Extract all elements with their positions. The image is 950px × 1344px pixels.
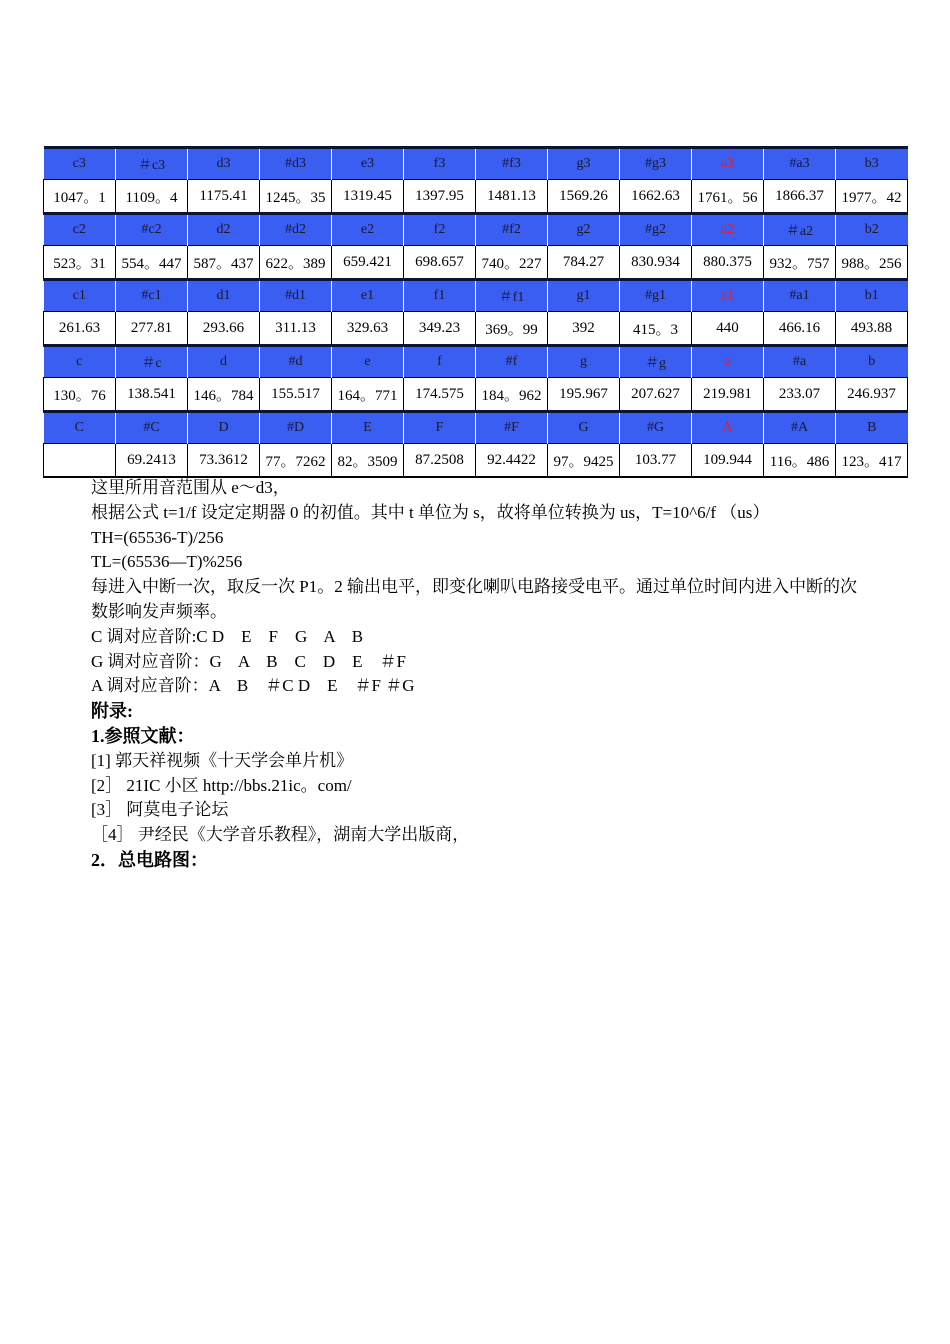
- note-name-cell: a3: [692, 148, 764, 180]
- note-name-cell: f3: [404, 148, 476, 180]
- note-name-cell: b1: [836, 280, 908, 312]
- note-name-cell: c1: [44, 280, 116, 312]
- frequency-cell: 1245。35: [260, 180, 332, 214]
- frequency-cell: 587。437: [188, 246, 260, 280]
- note-name-cell: f1: [404, 280, 476, 312]
- frequency-cell: 784.27: [548, 246, 620, 280]
- frequency-cell: 138.541: [116, 378, 188, 412]
- note-name-cell: #g3: [620, 148, 692, 180]
- note-name-cell: c3: [44, 148, 116, 180]
- note-name-cell: #a: [764, 346, 836, 378]
- a-scale-text: A 调对应音阶：A B ＃C D E ＃F ＃G: [91, 676, 415, 696]
- frequency-cell: 1977。42: [836, 180, 908, 214]
- note-name-row: [44, 214, 908, 246]
- frequency-cell: 554。447: [116, 246, 188, 280]
- frequency-cell: 830.934: [620, 246, 692, 280]
- frequency-cell: 440: [692, 312, 764, 346]
- frequency-cell: 109.944: [692, 444, 764, 478]
- frequency-cell: 1047。1: [44, 180, 116, 214]
- frequency-cell: 293.66: [188, 312, 260, 346]
- note-name-cell: #G: [620, 412, 692, 444]
- note-name-row: [44, 412, 908, 444]
- frequency-cell: 392: [548, 312, 620, 346]
- note-name-cell: g2: [548, 214, 620, 246]
- frequency-cell: 277.81: [116, 312, 188, 346]
- note-name-cell: f2: [404, 214, 476, 246]
- frequency-row: [44, 378, 908, 412]
- frequency-cell: 349.23: [404, 312, 476, 346]
- frequency-cell: 69.2413: [116, 444, 188, 478]
- tl-formula: TL=(65536—T)%256: [91, 552, 243, 572]
- frequency-cell: 329.63: [332, 312, 404, 346]
- note-name-cell: g1: [548, 280, 620, 312]
- frequency-cell: 87.2508: [404, 444, 476, 478]
- note-name-cell: #g1: [620, 280, 692, 312]
- note-name-row: [44, 148, 908, 180]
- note-name-cell: ＃a2: [764, 214, 836, 246]
- frequency-cell: 82。3509: [332, 444, 404, 478]
- note-name-cell: c2: [44, 214, 116, 246]
- note-name-cell: B: [836, 412, 908, 444]
- frequency-cell: 415。3: [620, 312, 692, 346]
- note-name-cell: #d1: [260, 280, 332, 312]
- note-name-cell: a2: [692, 214, 764, 246]
- range-text: 这里所用音范围从 e～d3，: [91, 478, 290, 497]
- frequency-cell: 261.63: [44, 312, 116, 346]
- note-name-cell: #F: [476, 412, 548, 444]
- note-name-cell: ＃g: [620, 346, 692, 378]
- note-name-cell: #g2: [620, 214, 692, 246]
- note-frequency-table: [43, 146, 908, 478]
- note-name-cell: #d: [260, 346, 332, 378]
- frequency-cell: 1175.41: [188, 180, 260, 214]
- note-name-cell: #C: [116, 412, 188, 444]
- reference-2: [2］ 21IC 小区 http://bbs.21ic。com/: [91, 775, 352, 795]
- note-name-cell: b: [836, 346, 908, 378]
- note-name-cell: #f2: [476, 214, 548, 246]
- frequency-row: [44, 246, 908, 280]
- note-name-cell: D: [188, 412, 260, 444]
- frequency-cell: 1109。4: [116, 180, 188, 214]
- frequency-cell: 219.981: [692, 378, 764, 412]
- note-name-cell: ＃f1: [476, 280, 548, 312]
- frequency-cell: 1569.26: [548, 180, 620, 214]
- interrupt-text: 每进入中断一次，取反一次 P1。2 输出电平，即变化喇叭电路接受电平。通过单位时间内进入中断的次数影响发声频率。: [91, 577, 857, 621]
- frequency-cell: 246.937: [836, 378, 908, 412]
- frequency-cell: 698.657: [404, 246, 476, 280]
- note-name-cell: #f: [476, 346, 548, 378]
- frequency-row: [44, 444, 908, 478]
- appendix-heading: 附录:: [91, 701, 133, 722]
- body-text: [91, 476, 891, 873]
- note-name-cell: e: [332, 346, 404, 378]
- formula-text: 根据公式 t=1/f 设定定期器 0 的初值。其中 t 单位为 s，故将单位转换为 us，T=10^6/f （us）: [91, 502, 770, 522]
- frequency-cell: 466.16: [764, 312, 836, 346]
- note-name-row: [44, 346, 908, 378]
- frequency-cell: 130。76: [44, 378, 116, 412]
- note-name-cell: a1: [692, 280, 764, 312]
- frequency-cell: 155.517: [260, 378, 332, 412]
- frequency-cell: 1662.63: [620, 180, 692, 214]
- note-name-cell: d3: [188, 148, 260, 180]
- frequency-cell: 233.07: [764, 378, 836, 412]
- note-name-cell: #f3: [476, 148, 548, 180]
- reference-3: [3］ 阿莫电子论坛: [91, 800, 229, 820]
- note-name-cell: ＃c: [116, 346, 188, 378]
- frequency-cell: [44, 444, 116, 478]
- c-scale-text: C 调对应音阶:C D E F G A B: [91, 626, 364, 646]
- frequency-cell: 116。486: [764, 444, 836, 478]
- th-formula: TH=(65536-T)/256: [91, 527, 224, 547]
- frequency-cell: 932。757: [764, 246, 836, 280]
- note-name-cell: d: [188, 346, 260, 378]
- frequency-cell: 622。389: [260, 246, 332, 280]
- note-name-cell: g: [548, 346, 620, 378]
- frequency-cell: 493.88: [836, 312, 908, 346]
- note-name-cell: e1: [332, 280, 404, 312]
- note-name-cell: E: [332, 412, 404, 444]
- frequency-cell: 369。99: [476, 312, 548, 346]
- note-name-cell: #a1: [764, 280, 836, 312]
- g-scale-text: G 调对应音阶：G A B C D E ＃F: [91, 651, 406, 671]
- frequency-cell: 97。9425: [548, 444, 620, 478]
- reference-4: ［4］ 尹经民《大学音乐教程》，湖南大学出版商，: [91, 825, 470, 845]
- table-body: [44, 148, 908, 478]
- note-name-cell: C: [44, 412, 116, 444]
- frequency-cell: 311.13: [260, 312, 332, 346]
- frequency-cell: 659.421: [332, 246, 404, 280]
- note-name-cell: f: [404, 346, 476, 378]
- note-name-cell: e3: [332, 148, 404, 180]
- frequency-cell: 523。31: [44, 246, 116, 280]
- circuit-heading: 2．总电路图：: [91, 849, 208, 870]
- frequency-row: [44, 180, 908, 214]
- note-name-cell: e2: [332, 214, 404, 246]
- note-name-cell: #a3: [764, 148, 836, 180]
- frequency-cell: 77。7262: [260, 444, 332, 478]
- note-name-cell: #c2: [116, 214, 188, 246]
- frequency-cell: 195.967: [548, 378, 620, 412]
- frequency-cell: 1481.13: [476, 180, 548, 214]
- frequency-cell: 92.4422: [476, 444, 548, 478]
- note-name-cell: b2: [836, 214, 908, 246]
- frequency-cell: 184。962: [476, 378, 548, 412]
- frequency-cell: 207.627: [620, 378, 692, 412]
- frequency-cell: 880.375: [692, 246, 764, 280]
- note-name-cell: #d2: [260, 214, 332, 246]
- frequency-cell: 988。256: [836, 246, 908, 280]
- frequency-cell: 1866.37: [764, 180, 836, 214]
- frequency-cell: 174.575: [404, 378, 476, 412]
- frequency-cell: 1397.95: [404, 180, 476, 214]
- note-name-cell: #c1: [116, 280, 188, 312]
- frequency-cell: 123。417: [836, 444, 908, 478]
- note-name-cell: c: [44, 346, 116, 378]
- note-name-cell: G: [548, 412, 620, 444]
- note-name-cell: a: [692, 346, 764, 378]
- note-name-cell: d1: [188, 280, 260, 312]
- frequency-cell: 103.77: [620, 444, 692, 478]
- note-name-cell: d2: [188, 214, 260, 246]
- frequency-cell: 146。784: [188, 378, 260, 412]
- note-name-cell: ＃c3: [116, 148, 188, 180]
- note-name-cell: F: [404, 412, 476, 444]
- references-heading: 1.参照文献：: [91, 725, 195, 746]
- note-name-row: [44, 280, 908, 312]
- frequency-cell: 1761。56: [692, 180, 764, 214]
- note-name-cell: b3: [836, 148, 908, 180]
- frequency-cell: 164。771: [332, 378, 404, 412]
- note-name-cell: g3: [548, 148, 620, 180]
- frequency-cell: 740。227: [476, 246, 548, 280]
- frequency-cell: 73.3612: [188, 444, 260, 478]
- reference-1: [1] 郭天祥视频《十天学会单片机》: [91, 750, 354, 770]
- note-name-cell: A: [692, 412, 764, 444]
- note-name-cell: #D: [260, 412, 332, 444]
- note-name-cell: #A: [764, 412, 836, 444]
- frequency-cell: 1319.45: [332, 180, 404, 214]
- note-name-cell: #d3: [260, 148, 332, 180]
- frequency-row: [44, 312, 908, 346]
